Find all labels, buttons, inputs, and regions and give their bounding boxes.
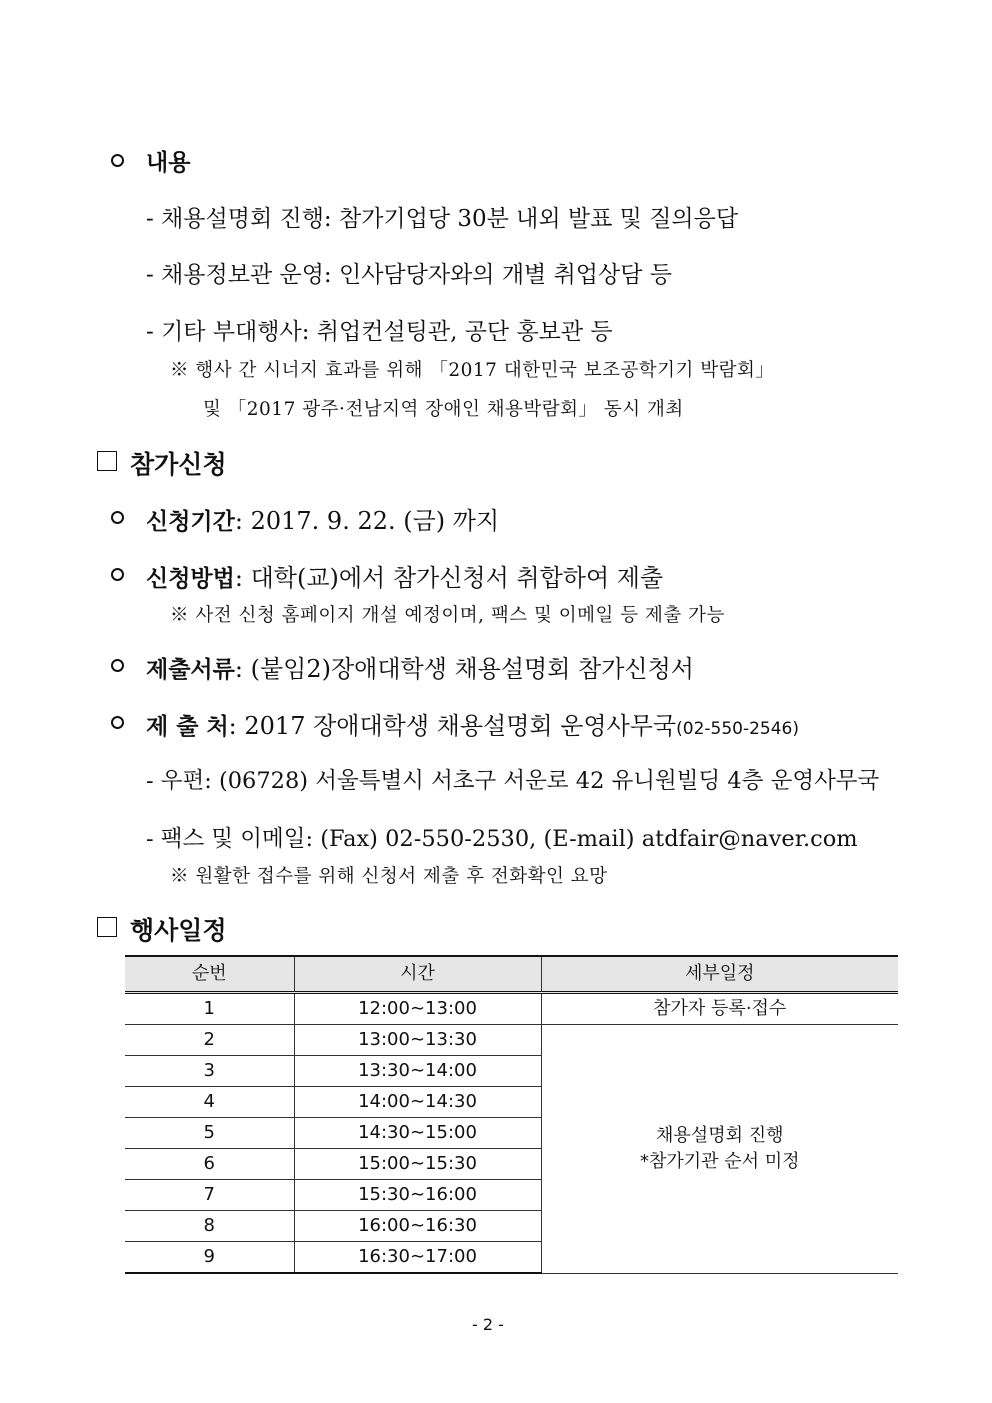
application-documents: 제출서류: (붙임2)장애대학생 채용설명회 참가신청서: [146, 655, 694, 683]
bullet-icon: [111, 568, 124, 581]
application-fax-email: - 팩스 및 이메일: (Fax) 02-550-2530, (E-mail) atdfair@naver.com: [146, 826, 858, 852]
bullet-icon: [111, 659, 124, 672]
application-method: 신청방법: 대학(교)에서 참가신청서 취합하여 제출: [146, 564, 664, 592]
application-method-note: ※ 사전 신청 홈페이지 개설 예정이며, 팩스 및 이메일 등 제출 가능: [170, 605, 725, 626]
content-item-presentation: - 채용설명회 진행: 참가기업당 30분 내외 발표 및 질의응답: [146, 206, 739, 232]
header-time: 시간: [294, 956, 541, 993]
content-note-line1: ※ 행사 간 시너지 효과를 위해 「2017 대한민국 보조공학기기 박람회」: [170, 360, 775, 381]
row-number: 1: [125, 993, 294, 1025]
content-item-side-events: - 기타 부대행사: 취업컨설팅관, 공단 홍보관 등: [146, 319, 613, 345]
content-item-info-booth: - 채용정보관 운영: 인사담당자와의 개별 취업상담 등: [146, 262, 672, 288]
table-header-row: [125, 956, 898, 993]
bullet-icon: [111, 716, 124, 729]
application-post-address: - 우편: (06728) 서울특별시 서초구 서운로 42 유니원빌딩 4층 운영사무국: [146, 768, 880, 794]
content-note-line2: 및 「2017 광주·전남지역 장애인 채용박람회」 동시 개최: [203, 399, 684, 420]
schedule-title: 행사일정: [130, 916, 227, 945]
page-number: - 2 -: [472, 1315, 504, 1334]
header-detail: 세부일정: [541, 956, 898, 993]
bullet-icon: [111, 154, 124, 167]
application-title: 참가신청: [130, 450, 227, 479]
row-time: 15:00∼15:30: [294, 1149, 541, 1180]
header-number: 순번: [125, 956, 294, 993]
row-number: 4: [125, 1087, 294, 1118]
section-checkbox-icon: [97, 451, 117, 471]
row-time: 16:00∼16:30: [294, 1211, 541, 1242]
schedule-table: [125, 955, 898, 1274]
row-number: 9: [125, 1242, 294, 1274]
application-confirm-note: ※ 원활한 접수를 위해 신청서 제출 후 전화확인 요망: [170, 866, 608, 887]
detail-session: [541, 1025, 898, 1274]
content-heading: 내용: [146, 150, 191, 176]
bullet-icon: [111, 511, 124, 524]
application-destination: 제 출 처: 2017 장애대학생 채용설명회 운영사무국(02-550-2546): [146, 712, 800, 740]
row-number: 5: [125, 1118, 294, 1149]
row-time: 13:30∼14:00: [294, 1056, 541, 1087]
row-time: 16:30∼17:00: [294, 1242, 541, 1274]
detail-session-line1: 채용설명회 진행: [656, 1124, 784, 1146]
detail-registration: 참가자 등록·접수: [541, 993, 898, 1025]
row-number: 8: [125, 1211, 294, 1242]
table-row: [125, 1025, 898, 1056]
row-time: 14:30∼15:00: [294, 1118, 541, 1149]
row-number: 2: [125, 1025, 294, 1056]
row-time: 14:00∼14:30: [294, 1087, 541, 1118]
row-number: 3: [125, 1056, 294, 1087]
application-period: 신청기간: 2017. 9. 22. (금) 까지: [146, 507, 500, 535]
detail-session-line2: *참가기관 순서 미정: [639, 1150, 800, 1172]
row-time: 12:00∼13:00: [294, 993, 541, 1025]
row-number: 6: [125, 1149, 294, 1180]
destination-phone: (02-550-2546): [676, 719, 800, 739]
section-checkbox-icon: [97, 917, 117, 937]
table-row: [125, 993, 898, 1025]
row-time: 13:00∼13:30: [294, 1025, 541, 1056]
row-number: 7: [125, 1180, 294, 1211]
row-time: 15:30∼16:00: [294, 1180, 541, 1211]
